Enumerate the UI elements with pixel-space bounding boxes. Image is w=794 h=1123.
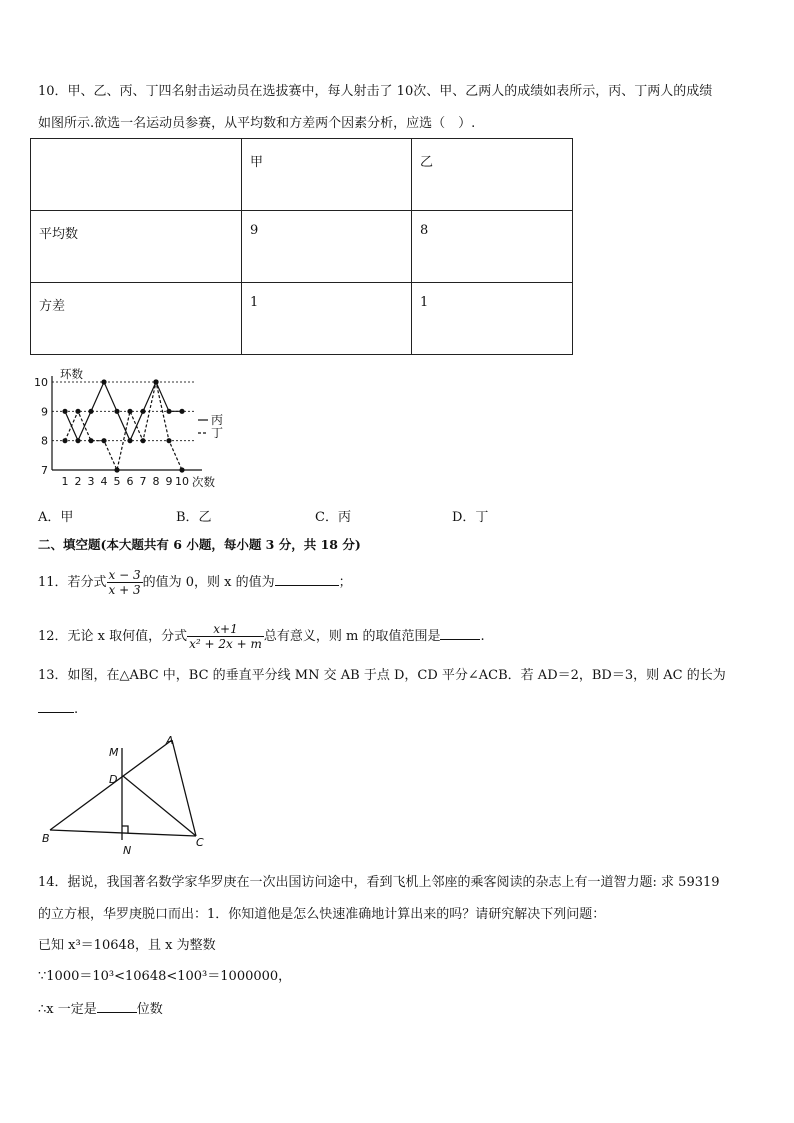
data-point — [140, 409, 145, 414]
legend-label: 丙 — [211, 413, 224, 427]
segment-ac — [172, 740, 196, 836]
data-point — [62, 438, 67, 443]
option-b[interactable]: B．乙 — [176, 510, 212, 525]
label-b: B — [42, 832, 50, 845]
q13-line2 — [38, 698, 78, 720]
x-tick-label: 9 — [165, 475, 173, 488]
y-tick-label: 10 — [34, 376, 48, 389]
data-point — [101, 379, 106, 384]
q14-line5-prefix: ∴x 一定是 — [38, 1002, 97, 1017]
table-header-row — [31, 139, 573, 211]
q14-line3: 已知 x³＝10648，且 x 为整数 — [38, 938, 216, 953]
label-n: N — [123, 844, 132, 857]
q12-end: . — [480, 629, 485, 644]
data-point — [127, 438, 132, 443]
q11-end: ； — [338, 575, 352, 590]
table-cell: 平均数 — [31, 211, 242, 283]
q12-prefix: 12．无论 x 取何值，分式 — [38, 629, 188, 644]
data-point — [75, 409, 80, 414]
q11-denominator: x + 3 — [108, 583, 141, 597]
x-tick-label: 3 — [87, 475, 95, 488]
q14-line2: 的立方根，华罗庚脱口而出：1．你知道他是怎么快速准确地计算出来的吗？请研究解决下列问题： — [38, 907, 606, 922]
y-tick-label: 9 — [41, 405, 48, 419]
option-a[interactable]: A．甲 — [38, 510, 74, 525]
q11-answer-blank[interactable] — [275, 571, 339, 586]
q13-end: . — [74, 702, 79, 717]
table-cell: 8 — [412, 211, 573, 283]
q11-suffix: 的值为 0，则 x 的值为 — [142, 575, 275, 590]
q11-fraction — [107, 568, 143, 597]
q11-numerator: x − 3 — [108, 568, 141, 582]
score-line-chart — [30, 366, 270, 496]
table-header-cell: 甲 — [242, 139, 412, 211]
q10-line1: 10．甲、乙、丙、丁四名射击运动员在选拔赛中，每人射击了 10次、甲、乙两人的成绩如表所示，丙、丁两人的成绩 — [38, 84, 713, 99]
data-point — [101, 438, 106, 443]
label-d: D — [109, 773, 118, 786]
data-point — [179, 467, 184, 472]
data-point — [114, 409, 119, 414]
legend-label: 丁 — [211, 426, 224, 440]
q12-answer-blank[interactable] — [440, 625, 480, 640]
x-tick-label: 5 — [113, 475, 121, 488]
x-tick-label: 10 — [175, 475, 189, 488]
data-point — [166, 409, 171, 414]
data-point — [179, 409, 184, 414]
data-point — [153, 379, 158, 384]
triangle-figure — [38, 732, 218, 857]
data-point — [166, 438, 171, 443]
y-tick-label: 8 — [41, 434, 48, 448]
q12-suffix: 总有意义，则 m 的取值范围是 — [263, 629, 441, 644]
label-m: M — [109, 746, 119, 759]
segment-dc — [123, 776, 196, 836]
data-point — [140, 438, 145, 443]
x-tick-label: 8 — [152, 475, 160, 488]
q14-line5 — [38, 998, 163, 1020]
y-axis-label: 环数 — [60, 367, 83, 381]
data-point — [114, 467, 119, 472]
x-tick-label: 1 — [61, 475, 69, 488]
table-row — [31, 283, 573, 355]
table-cell: 1 — [242, 283, 412, 355]
q14-line4: ∵1000＝10³<10648<100³＝1000000， — [38, 969, 292, 984]
label-a: A — [166, 734, 174, 747]
label-c: C — [196, 836, 204, 849]
x-tick-label: 2 — [74, 475, 82, 488]
q14-line1: 14．据说，我国著名数学家华罗庚在一次出国访问途中，看到飞机上邻座的乘客阅读的杂志上有一道智力题: 求 59319 — [38, 875, 720, 890]
q12-numerator: x+1 — [213, 622, 238, 636]
data-point — [88, 409, 93, 414]
x-axis-label: 次数 — [192, 475, 215, 489]
table-cell: 方差 — [31, 283, 242, 355]
table-cell: 1 — [412, 283, 573, 355]
option-d[interactable]: D．丁 — [452, 510, 489, 525]
option-c[interactable]: C．丙 — [315, 510, 351, 525]
q11-prefix: 11．若分式 — [38, 575, 107, 590]
x-tick-label: 4 — [100, 475, 108, 488]
table-cell: 9 — [242, 211, 412, 283]
table-header-cell — [31, 139, 242, 211]
section-heading: 二、填空题(本大题共有 6 小题，每小题 3 分，共 18 分) — [38, 537, 361, 552]
q11 — [38, 568, 352, 597]
x-tick-label: 7 — [139, 475, 147, 488]
table-header-cell: 乙 — [412, 139, 573, 211]
q12-denominator: x² + 2x + m — [189, 637, 262, 651]
data-point — [88, 438, 93, 443]
y-tick-label: 7 — [41, 464, 48, 477]
q13-line1: 13．如图，在△ABC 中，BC 的垂直平分线 MN 交 AB 于点 D，CD 平分∠ACB．若 AD＝2，BD＝3，则 AC 的长为 — [38, 668, 726, 683]
data-point — [75, 438, 80, 443]
q14-line5-suffix: 位数 — [136, 1002, 163, 1017]
table-row — [31, 211, 573, 283]
q12-fraction — [187, 622, 264, 651]
segment-bc — [50, 830, 196, 836]
right-angle-mark — [122, 826, 128, 833]
x-tick-label: 6 — [126, 475, 134, 488]
data-point — [127, 409, 132, 414]
q14-answer-blank[interactable] — [97, 998, 137, 1013]
q12 — [38, 622, 485, 651]
q13-answer-blank[interactable] — [38, 698, 74, 713]
score-table — [30, 138, 573, 355]
data-point — [62, 409, 67, 414]
q10-line2: 如图所示.欲选一名运动员参赛，从平均数和方差两个因素分析，应选（ ）. — [38, 116, 476, 131]
